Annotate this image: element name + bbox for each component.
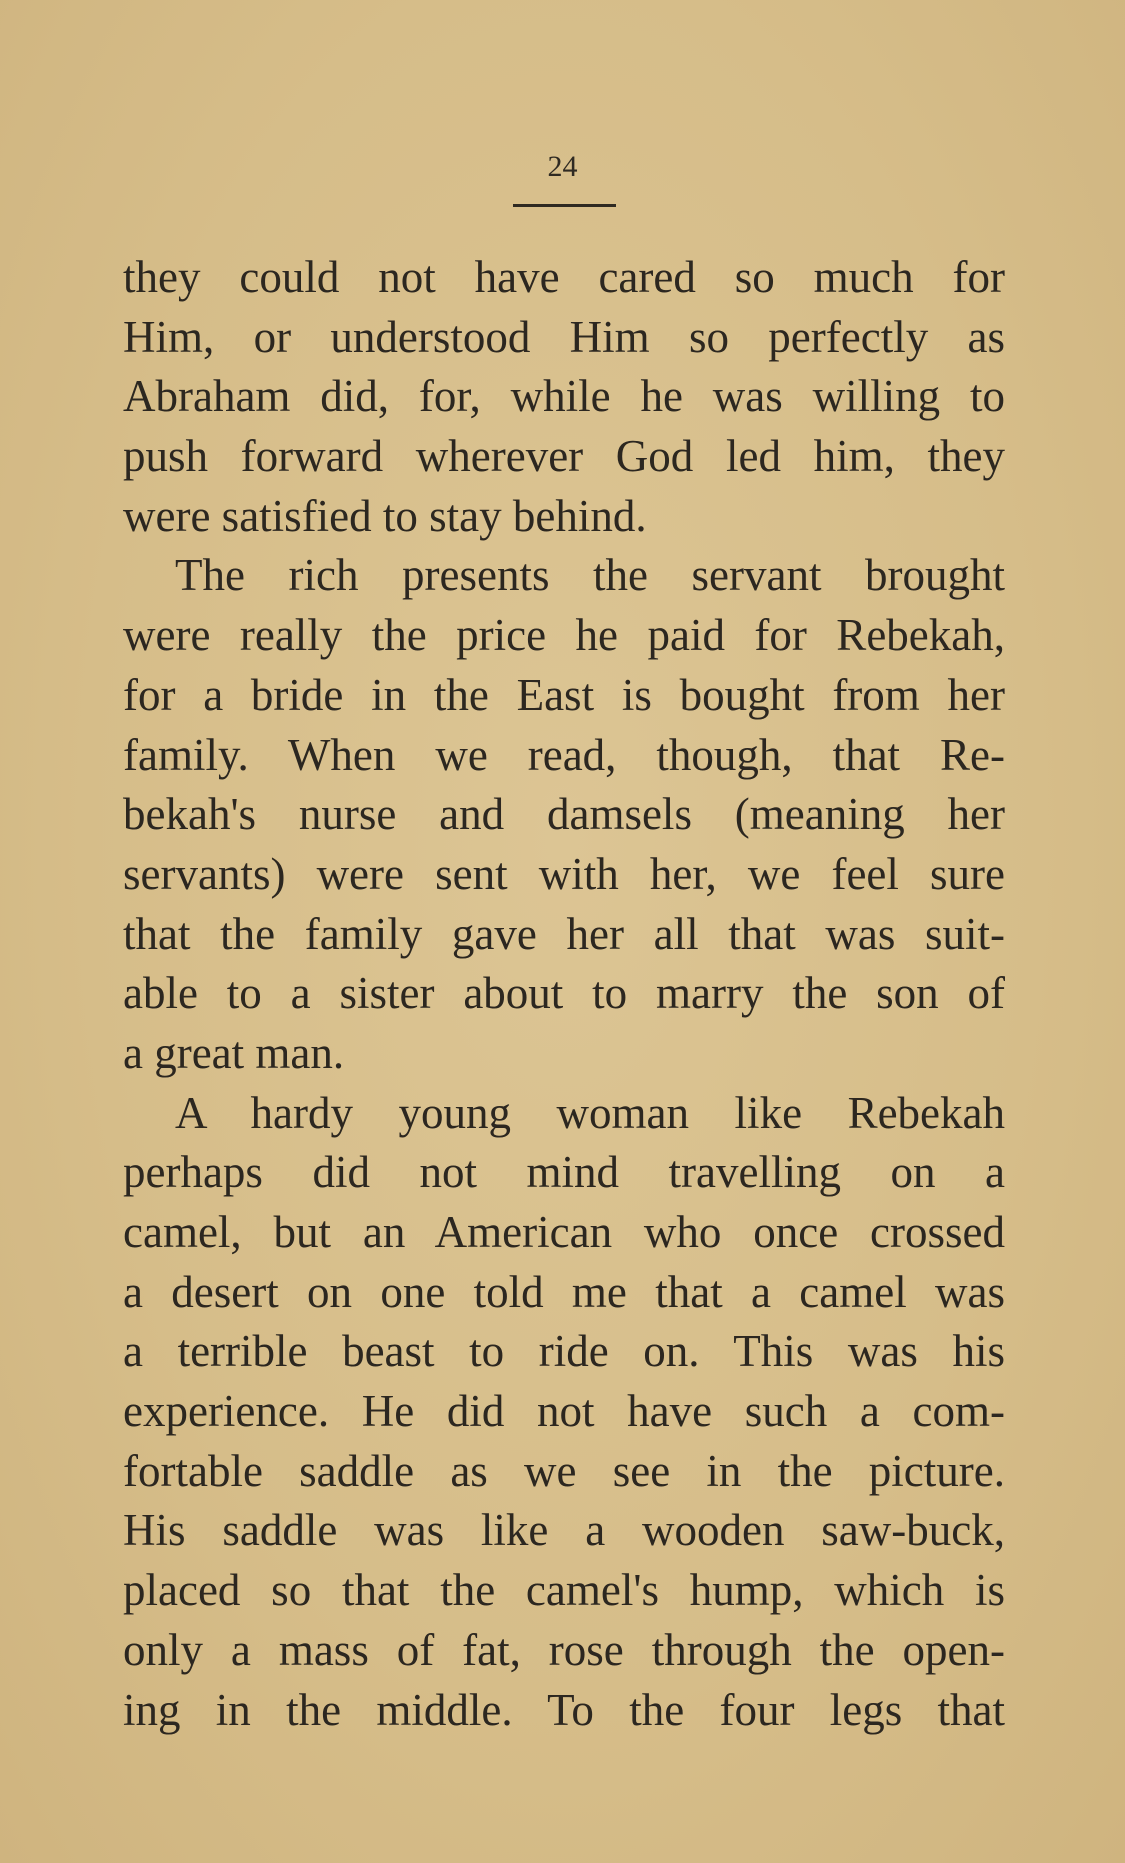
text-line: A hardy young woman like Rebekah <box>175 1087 1005 1138</box>
text-line: for a bride in the East is bought from her <box>123 669 1005 720</box>
text-line: were satisfied to stay behind. <box>123 490 647 541</box>
text-line: that the family gave her all that was suit- <box>123 908 1005 959</box>
text-line: push forward wherever God led him, they <box>123 431 1005 482</box>
page-number: 24 <box>547 150 578 183</box>
page-number-rule <box>513 204 616 207</box>
text-line: Abraham did, for, while he was willing to <box>123 371 1005 422</box>
text-line: camel, but an American who once crossed <box>123 1207 1005 1257</box>
text-line: bekah's nurse and damsels (meaning her <box>123 789 1005 840</box>
text-line: ing in the middle. To the four legs that <box>123 1684 1005 1735</box>
text-line: they could not have cared so much for <box>123 252 1005 302</box>
text-line: a terrible beast to ride on. This was his <box>123 1326 1005 1377</box>
text-line: His saddle was like a wooden saw-buck, <box>123 1505 1005 1556</box>
text-line: a great man. <box>123 1027 345 1078</box>
text-line: fortable saddle as we see in the picture. <box>123 1445 1005 1496</box>
text-line: a desert on one told me that a camel was <box>123 1266 1005 1317</box>
text-line: servants) were sent with her, we feel sure <box>123 848 1005 899</box>
text-line: were really the price he paid for Rebekah, <box>123 610 1005 661</box>
text-line: family. When we read, though, that Re- <box>123 729 1005 780</box>
text-line: perhaps did not mind travelling on a <box>123 1147 1005 1198</box>
text-line: only a mass of fat, rose through the open- <box>123 1624 1005 1675</box>
text-line: placed so that the camel's hump, which is <box>123 1565 1005 1616</box>
text-line: able to a sister about to marry the son of <box>123 968 1005 1019</box>
body-text <box>123 248 1005 1740</box>
text-line: Him, or understood Him so perfectly as <box>123 311 1005 362</box>
text-line: The rich presents the servant brought <box>175 550 1005 601</box>
text-line: experience. He did not have such a com- <box>123 1386 1005 1437</box>
